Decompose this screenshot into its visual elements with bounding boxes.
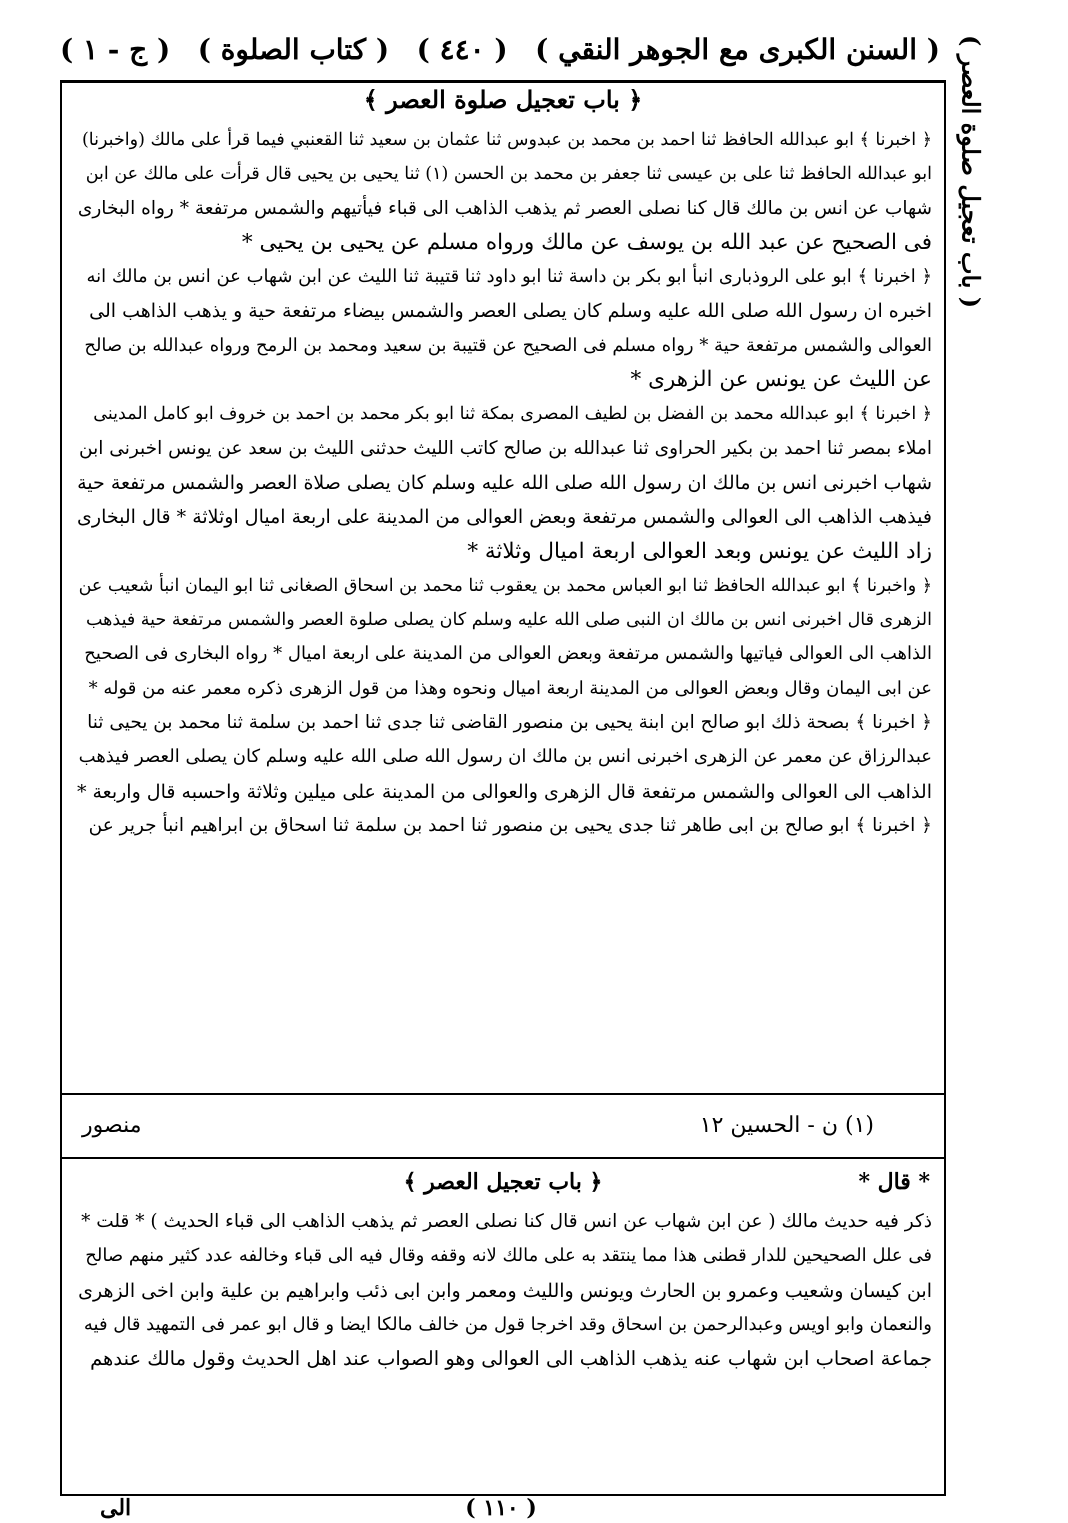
commentary-line: فى علل الصحيحين للدار قطنى هذا مما ينتقد به على مالك لانه وقفه وقال فيه الى قباء وخالفه عدد كثير منهم صالح [85,1245,932,1267]
text-line: ﴿ اخبرنا ﴾ ابو عبدالله الحافظ ثنا احمد بن محمد بن عبدوس ثنا عثمان بن سعيد ثنا القعنبي فيما قرأ على مالك (واخبرنا) [81,130,932,150]
page-frame [60,80,946,1496]
commentary-line: ذكر فيه حديث مالك ( عن ابن شهاب عن انس قال كنا نصلى العصر ثم يذهب الذاهب الى قباء الحديث ) * قلت * [81,1211,932,1232]
text-line: املاء بمصر ثنا احمد بن بكير الحراوى ثنا عبدالله بن صالح كاتب الليث حدثنى الليث بن سعد عن يونس اخبرنى ابن [79,437,932,459]
text-line: زاد الليث عن يونس وبعد العوالى اربعة اميال وثلاثة * [467,538,932,564]
header-page-number: ( ٤٤٠ ) [416,32,508,66]
page-header [60,20,940,78]
text-line: عبدالرزاق عن معمر عن الزهرى اخبرنى انس بن مالك ان رسول الله صلى الله عليه وسلم كان يصلى العصر فيذهب [78,746,932,768]
text-line: اخبره ان رسول الله صلى الله عليه وسلم كان يصلى العصر والشمس بيضاء مرتفعة حية و يذهب الذاهب الى [89,300,932,323]
commentary-header [62,1169,944,1205]
commentary-line: ابن كيسان وشعيب وعمرو بن الحارث ويونس والليث ومعمر وابن ابى ذئب وابراهيم بن علية وابن اخى الزهرى [78,1279,932,1302]
commentary-line: جماعة اصحاب ابن شهاب عنه يذهب الذاهب الى العوالى وهو الصواب عند اهل الحديث وقول مالك عندهم [90,1347,932,1371]
text-line: الذاهب الى العوالى فياتيها والشمس مرتفعة وبعض العوالى من المدينة على اربعة اميال * رواه البخارى فى الصحيح [84,643,932,665]
footer-page-number: ( ١١٠ ) [465,1495,537,1521]
footer-catchword: الى [100,1495,132,1521]
text-line: فى الصحيح عن عبد الله بن يوسف عن مالك ورواه مسلم عن يحيى بن يحيى * [241,229,932,255]
commentary-title: ﴿ باب تعجيل العصر ﴾ [403,1169,603,1195]
text-line: ابو عبدالله الحافظ ثنا على بن عيسى ثنا جعفر بن محمد بن الحسن (١) ثنا يحيى بن يحيى قال قرأت على مالك عن ابن [85,164,932,185]
text-line: ﴿ اخبرنا ﴾ ابو على الروذبارى انبأ ابو بكر بن داسة ثنا ابو داود ثنا قتيبة ثنا الليث عن ابن شهاب عن انس بن مالك انه [86,266,932,288]
text-line: عن ابى اليمان وقال وبعض العوالى من المدينة اربعة اميال ونحوه وهذا من قول الزهرى ذكره معمر عنه من قوله * [88,677,932,699]
header-book-title: ( السنن الكبرى مع الجوهر النقي ) [535,32,940,66]
text-line: شهاب اخبرنى انس بن مالك ان رسول الله صلى الله عليه وسلم كان يصلى صلاة العصر والشمس مرتفعة حية [77,471,932,494]
footnote-catchword: منصور [82,1113,142,1138]
text-line: الذاهب الى العوالى والشمس مرتفعة قال الزهرى والعوالى من المدينة على ميلين وثلاثة واحسبه قال واربعة * [76,780,932,803]
text-line: فيذهب الذاهب الى العوالى والشمس مرتفعة وبعض العوالى من المدينة على اربعة اميال اوثلاثة * قال البخارى [77,506,932,529]
text-line: عن الليث عن يونس عن الزهرى * [630,367,932,393]
commentary-body [62,1205,944,1376]
text-line: الزهرى قال اخبرنى انس بن مالك ان النبى صلى الله عليه وسلم كان يصلى صلوة العصر والشمس مرتفعة حية فيذهب [85,610,932,631]
side-chapter-title: ( باب تعجيل صلوة العصر ) [956,34,986,308]
text-line: العوالى والشمس مرتفعة حية * رواه مسلم فى الصحيح عن قتيبة بن سعيد ومحمد بن الرمح ورواه عبدالله بن صالح [84,334,932,356]
page-footer [60,1493,942,1521]
text-line: ﴿ اخبرنا ﴾ بصحة ذلك ابو صالح ابن ابنة يحيى بن منصور القاضى ثنا جدى ثنا احمد بن سلمة ثنا محمد بن يحيى ثنا [87,712,932,734]
footnote-text: (١) ن - الحسين ١٢ [699,1113,874,1138]
main-section-title: ﴿ باب تعجيل صلوة العصر ﴾ [363,85,643,114]
footnote-divider [62,1093,944,1095]
text-line: ﴿ اخبرنا ﴾ ابو صالح بن ابى طاهر ثنا جدى يحيى بن منصور ثنا احمد بن سلمة ثنا اسحاق بن ابراهيم انبأ جرير عن [88,814,932,836]
text-line: شهاب عن انس بن مالك قال كنا نصلى العصر ثم يذهب الذاهب الى قباء فيأتيهم والشمس مرتفعة * رواه البخارى [77,197,932,219]
footnote [82,1113,874,1138]
commentary-qala: * قال * [858,1169,930,1195]
text-line: ﴿ واخبرنا ﴾ ابو عبدالله الحافظ ثنا ابو العباس محمد بن يعقوب ثنا محمد بن اسحاق الصغانى ثنا ابو اليمان انبأ شعيب عن [78,575,932,596]
text-line: ﴿ اخبرنا ﴾ ابو عبدالله محمد بن الفضل بن لطيف المصرى بمكة ثنا ابو بكر محمد بن احمد بن خروف ابو كامل المدينى [93,404,932,425]
header-chapter: ( كتاب الصلوة ) [197,32,390,66]
commentary-divider [62,1157,944,1159]
main-text-body [62,123,944,843]
commentary-line: والنعمان وابو اويس وعبدالرحمن بن اسحاق وقد اخرجا قول من خالف مالكا ايضا و قال ابو عمر فى التمهيد قال فيه [83,1313,932,1335]
header-volume: ( ج - ١ ) [60,32,171,66]
